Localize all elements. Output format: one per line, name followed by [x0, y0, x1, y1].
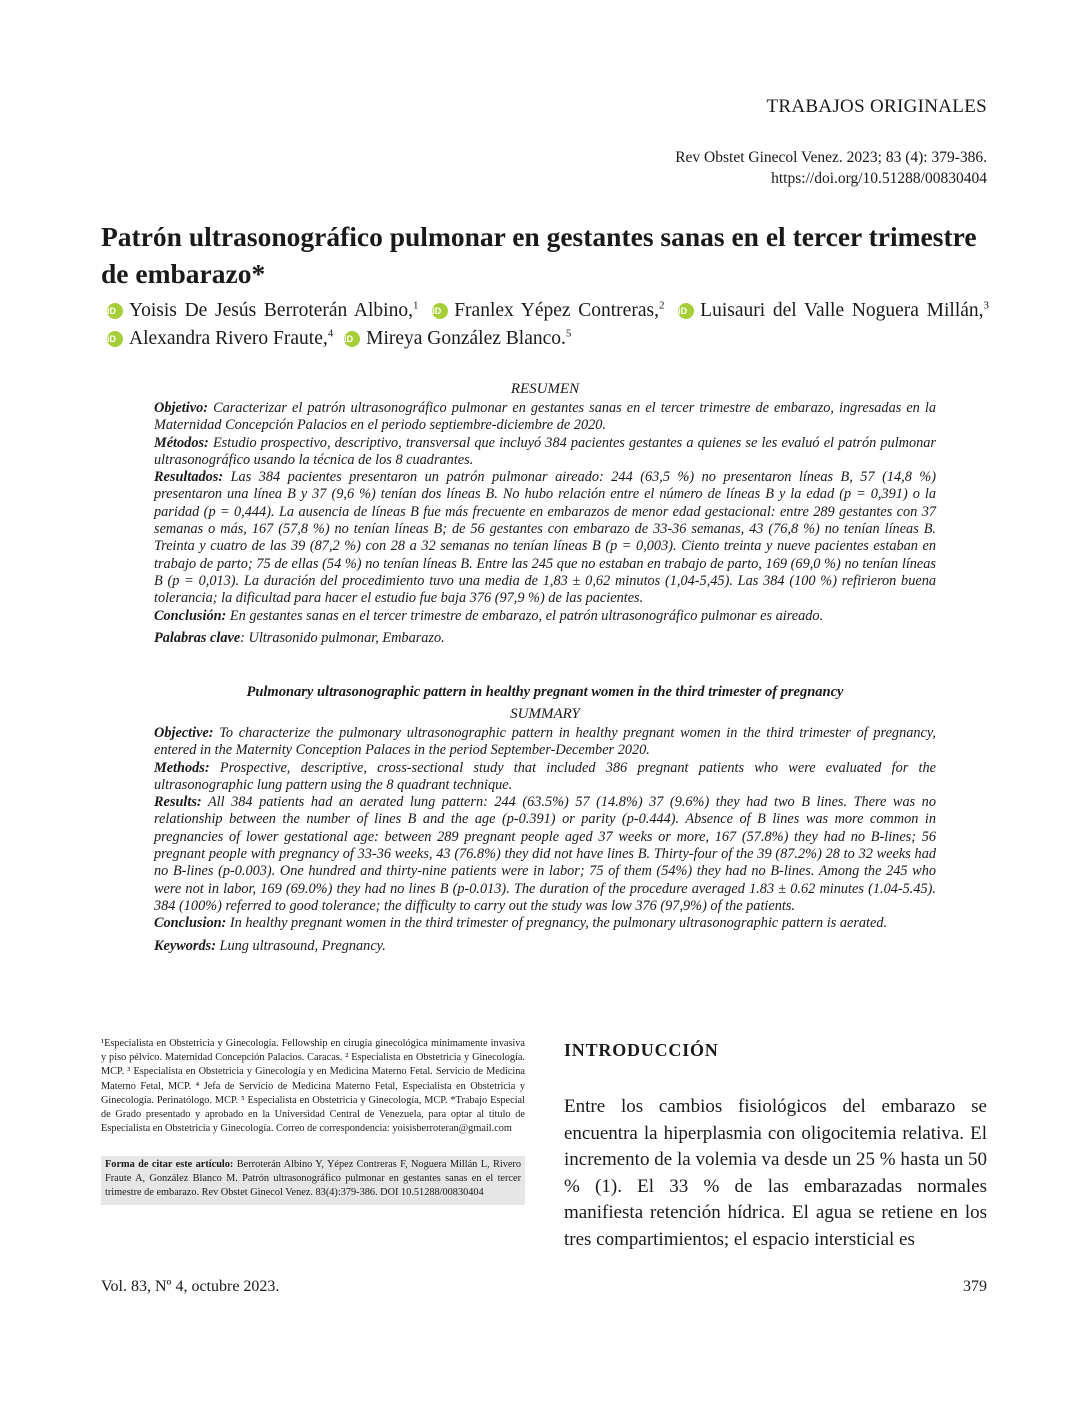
introduction-heading: INTRODUCCIÓN: [564, 1040, 719, 1060]
methods-label: Methods:: [154, 759, 210, 776]
affiliations-footnote: [101, 1037, 525, 1136]
cite-label: Forma de citar este artículo:: [105, 1159, 234, 1170]
author-5: [338, 328, 571, 349]
introduction-text: Entre los cambios fisiológicos del embarazo se encuentra la hiperplasmia con oligocitemia relativa. El incremento de la volemia va desde un 25 % hasta un 50 % (1). El 33 % de las embarazadas normales manifiesta retención hídrica. El agua se retiene en los tres compartimientos; el espacio intersticial es: [564, 1096, 987, 1250]
summary-conclusion: [154, 915, 936, 932]
summary-abstract: [154, 725, 936, 955]
doi-link[interactable]: https://doi.org/10.51288/00830404: [771, 170, 987, 187]
resultados-text: Las 384 pacientes presentaron un patrón pulmonar aireado: 244 (63,5 %) no presentaron líneas B, 57 (14,8 %) presentaron una línea B y 37 (9,6 %) tenían dos líneas B. No hubo relación entre el número de líneas B y la edad (p = 0,391) o la paridad (p = 0,444). La ausencia de líneas B fue más frecuente en embarazos de menor edad gestacional: entre 289 gestantes con 37 semanas o más, 167 (57,8 %) no tenían líneas B; de 56 gestantes con embarazo de 33-36 semanas, 43 (76,8 %) no tenían líneas B. Treinta y cuatro de las 39 (87,2 %) con 28 a 32 semanas no tenían líneas B (p = 0,003). Ciento treinta y nueve pacientes estaban en trabajo de parto; 75 de ellas (54 %) no tenían líneas B. Entre las 245 que no estaban en trabajo de parto, 169 (69,0 %) no tenían líneas B (p = 0,013). La duración del procedimiento tuvo una media de 1,83 ± 0,62 minutos (1,04-5,45). Las 384 (100 %) refirieron buena tolerancia; la dificultad para hacer el estudio fue baja 376 (97,9 %) de las pacientes.: [154, 469, 936, 607]
conclusion-label: Conclusión:: [154, 607, 227, 624]
resumen-abstract: [154, 400, 936, 647]
affiliations-text: ¹Especialista en Obstetricia y Ginecología. Fellowship en cirugía ginecológica mínimamente invasiva y piso pélvico. Maternidad Concepción Palacios. Caracas. ² Especialista en Obstetricia y Ginecología. MCP. ³ Especialista en Obstetricia y Ginecología y en Medicina Materno Fetal. Servicio de Medicina Materno Fetal, MCP. ⁴ Jefa de Servicio de Medicina Materno Fetal, Especialista en Obstetricia y Ginecología. Perinatólogo. MCP. ⁵ Especialista en Obstetricia y Ginecología, MCP. *Trabajo Especial de Grado presentado y aprobado en la Universidad Central de Venezuela, para optar al título de Especialista en Obstetricia y Ginecología. Correo de correspondencia: yoisisberroteran@gmail.com: [101, 1038, 525, 1135]
resumen-resultados: [154, 469, 936, 607]
citation-box: [101, 1156, 525, 1205]
journal-citation: [675, 147, 987, 189]
orcid-icon[interactable]: iD: [107, 303, 123, 319]
article-title: Patrón ultrasonográfico pulmonar en gestantes sanas en el tercer trimestre de embarazo*: [101, 221, 977, 289]
summary-results: [154, 794, 936, 915]
author-affiliation-number: 3: [983, 299, 990, 312]
resumen-objetivo: [154, 400, 936, 435]
resumen-heading: RESUMEN: [510, 381, 580, 397]
section-label: TRABAJOS ORIGINALES: [766, 96, 987, 117]
author-name: Franlex Yépez Contreras,: [454, 300, 659, 321]
author-affiliation-number: 1: [412, 299, 419, 312]
metodos-text: Estudio prospectivo, descriptivo, transversal que incluyó 384 pacientes gestantes a quienes se les evaluó el patrón pulmonar ultrasonográfico usando la técnica de los 8 cuadrantes.: [154, 434, 937, 468]
palabras-clave-text: : Ultrasonido pulmonar, Embarazo.: [240, 629, 445, 646]
author-affiliation-number: 4: [327, 327, 334, 340]
conclusion-text-en: In healthy pregnant women in the third trimester of pregnancy, the pulmonary ultrasonographic pattern is aerated.: [229, 915, 888, 932]
objective-label: Objective:: [154, 725, 214, 741]
conclusion-label-en: Conclusion:: [154, 915, 227, 932]
orcid-icon[interactable]: iD: [107, 331, 123, 347]
author-name: Alexandra Rivero Fraute,: [129, 328, 328, 349]
objective-text: To characterize the pulmonary ultrasonographic pattern in healthy pregnant women in the third trimester of pregnancy, entered in the Maternity Conception Palaces in the period September-December 2020.: [154, 725, 936, 759]
author-name: Luisauri del Valle Noguera Millán,: [700, 300, 984, 321]
summary-methods: [154, 760, 936, 795]
author-list: [101, 297, 989, 353]
objetivo-text: Caracterizar el patrón ultrasonográfico pulmonar en gestantes sanas en el tercer trimestre de embarazo, ingresadas en la Maternidad Concepción Palacios en el periodo septiembre-diciembre de 2020.: [154, 400, 936, 434]
author-4: [101, 328, 333, 349]
resumen-conclusion: [154, 608, 936, 625]
footer-volume: Vol. 83, Nº 4, octubre 2023.: [101, 1278, 280, 1295]
metodos-label: Métodos:: [154, 434, 209, 451]
keywords-label: Keywords:: [154, 937, 216, 954]
results-text: All 384 patients had an aerated lung pattern: 244 (63.5%) 57 (14.8%) 37 (9.6%) they had two B lines. There was no relationship between the number of lines B and the age (p-0.391) or parity (p-0.444). Absence of B lines was more common in pregnancies of lower gestational age: between 289 pregnant people aged 37 weeks or more, 167 (57.8%) they had no B-lines; 56 pregnant people with pregnancy of 33-36 weeks, 43 (76.8%) they did not have lines B. Thirty-four of the 39 (87.2%) 28 to 32 weeks had no B-lines (p-0.003). One hundred and thirty-nine patients were in labor; 75 of them (54%) they had no B-lines. Among the 245 who were not in labor, 169 (69.0%) they had no lines B (p-0.013). The duration of the procedure averaged 1.83 ± 0.62 minutes (1.04-5.45). 384 (100%) referred to good tolerance; the difficulty to carry out the study was low 376 (97,9%) of the patients.: [154, 794, 936, 914]
author-affiliation-number: 2: [658, 299, 665, 312]
cite-text: Berroterán Albino Y, Yépez Contreras F, Noguera Millán L, Rivero Fraute A, González Blanco M. Patrón ultrasonográfico pulmonar en gestantes sanas en el tercer trimestre de embarazo. Rev Obstet Ginecol Venez. 83(4):379-386. DOI 10.51288/00830404: [105, 1159, 521, 1199]
orcid-icon[interactable]: iD: [344, 331, 360, 347]
author-1: [101, 300, 418, 321]
journal-reference: Rev Obstet Ginecol Venez. 2023; 83 (4): 379-386.: [675, 149, 987, 166]
author-name: Yoisis De Jesús Berroterán Albino,: [129, 300, 413, 321]
resultados-label: Resultados:: [154, 469, 224, 486]
resumen-metodos: [154, 435, 936, 470]
resumen-keywords: [154, 630, 936, 647]
summary-heading: SUMMARY: [510, 706, 580, 722]
orcid-icon[interactable]: iD: [678, 303, 694, 319]
palabras-clave-label: Palabras clave: [154, 629, 241, 646]
summary-objective: [154, 725, 936, 760]
conclusion-text: En gestantes sanas en el tercer trimestre de embarazo, el patrón ultrasonográfico pulmonar es aireado.: [229, 607, 824, 624]
summary-keywords: [154, 938, 936, 955]
objetivo-label: Objetivo:: [154, 400, 208, 416]
methods-text: Prospective, descriptive, cross-sectional study that included 386 pregnant patients who were evaluated for the ultrasonographic lung pattern using the 8 quadrant technique.: [154, 759, 936, 793]
author-2: [426, 300, 664, 321]
page-number: 379: [963, 1278, 987, 1295]
english-title: Pulmonary ultrasonographic pattern in healthy pregnant women in the third trimester of pregnancy: [246, 684, 844, 700]
results-label: Results:: [154, 794, 202, 811]
orcid-icon[interactable]: iD: [432, 303, 448, 319]
author-name: Mireya González Blanco.: [366, 328, 566, 349]
author-affiliation-number: 5: [565, 327, 572, 340]
keywords-text: Lung ultrasound, Pregnancy.: [219, 937, 386, 954]
